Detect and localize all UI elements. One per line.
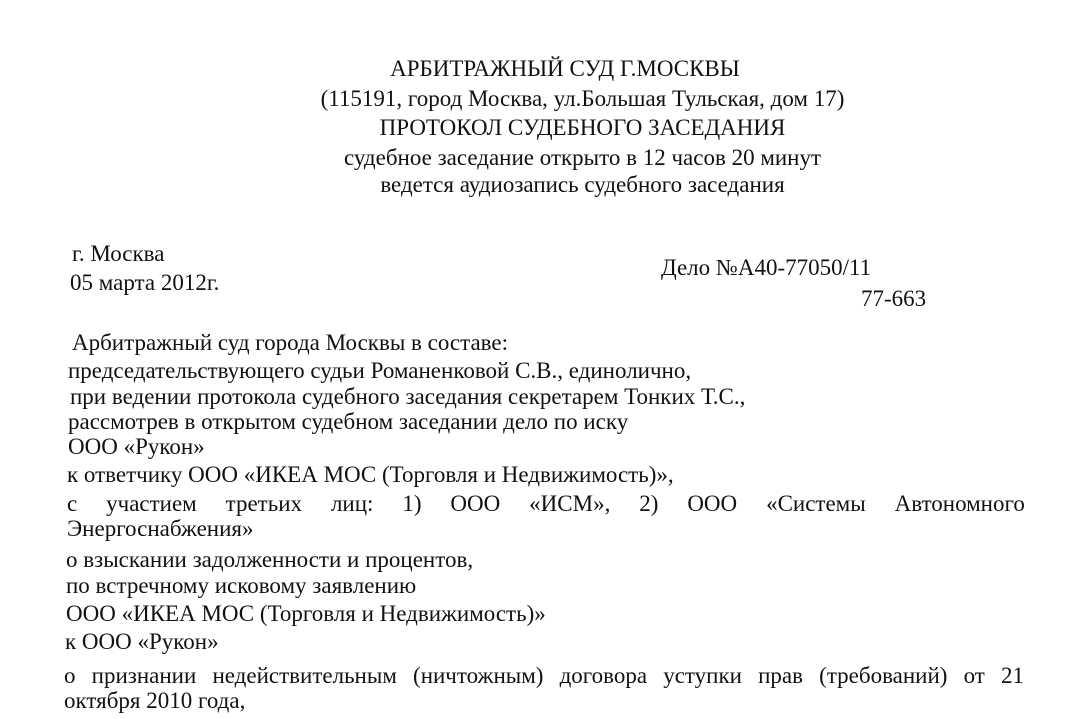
word: недействительным	[212, 663, 397, 688]
body-line: председательствующего судьи Романенковой С.В., единолично,	[68, 358, 692, 383]
body-line: рассмотрев в открытом судебном заседании дело по иску	[68, 409, 629, 434]
body-line: к ответчику ООО «ИКЕА МОС (Торговля и Недвижимость)»,	[67, 462, 674, 487]
word: от	[963, 663, 985, 688]
word: признании	[91, 663, 197, 688]
word: 2)	[639, 491, 659, 516]
audio-recording-note: ведется аудиозапись судебного заседания	[380, 172, 785, 197]
word: договора	[559, 663, 648, 688]
case-code: 77-663	[861, 286, 927, 311]
body-line: по встречному исковому заявлению	[66, 573, 417, 598]
court-address: (115191, город Москва, ул.Большая Тульская, дом 17)	[320, 86, 845, 111]
body-line: при ведении протокола судебного заседания секретарем Тонких Т.С.,	[70, 384, 746, 409]
body-line-justified	[64, 663, 1024, 689]
body-line: Энергоснабжения»	[67, 516, 254, 541]
word: ООО	[450, 491, 501, 516]
body-line: о взыскании задолженности и процентов,	[66, 547, 474, 572]
body-line: к ООО «Рукон»	[65, 629, 219, 654]
word: 21	[1001, 663, 1024, 688]
body-line: Арбитражный суд города Москвы в составе:	[72, 330, 509, 355]
court-name: АРБИТРАЖНЫЙ СУД Г.МОСКВЫ	[390, 56, 740, 81]
word: 1)	[402, 491, 422, 516]
word: уступки	[663, 663, 742, 688]
word: Автономного	[894, 491, 1025, 516]
session-date: 05 марта 2012г.	[70, 270, 220, 295]
word: (требований)	[819, 663, 948, 688]
word: ООО	[687, 491, 738, 516]
word: участием	[106, 491, 197, 516]
word: о	[64, 663, 76, 688]
session-opened-note: судебное заседание открыто в 12 часов 20 минут	[343, 145, 822, 170]
body-line-justified	[67, 491, 1025, 517]
body-line: ООО «Рукон»	[68, 434, 205, 459]
word: прав	[758, 663, 804, 688]
word: (ничтожным)	[413, 663, 544, 688]
word: с	[67, 491, 78, 516]
body-line: ООО «ИКЕА МОС (Торговля и Недвижимость)»	[66, 601, 546, 626]
body-line: октября 2010 года,	[64, 688, 246, 713]
case-number: Дело №А40-77050/11	[661, 255, 872, 280]
word: третьих	[225, 491, 303, 516]
document-title: ПРОТОКОЛ СУДЕБНОГО ЗАСЕДАНИЯ	[379, 115, 786, 140]
word: «Системы	[766, 491, 866, 516]
word: «ИСМ»,	[529, 491, 611, 516]
city: г. Москва	[72, 241, 165, 266]
word: лиц:	[330, 491, 374, 516]
